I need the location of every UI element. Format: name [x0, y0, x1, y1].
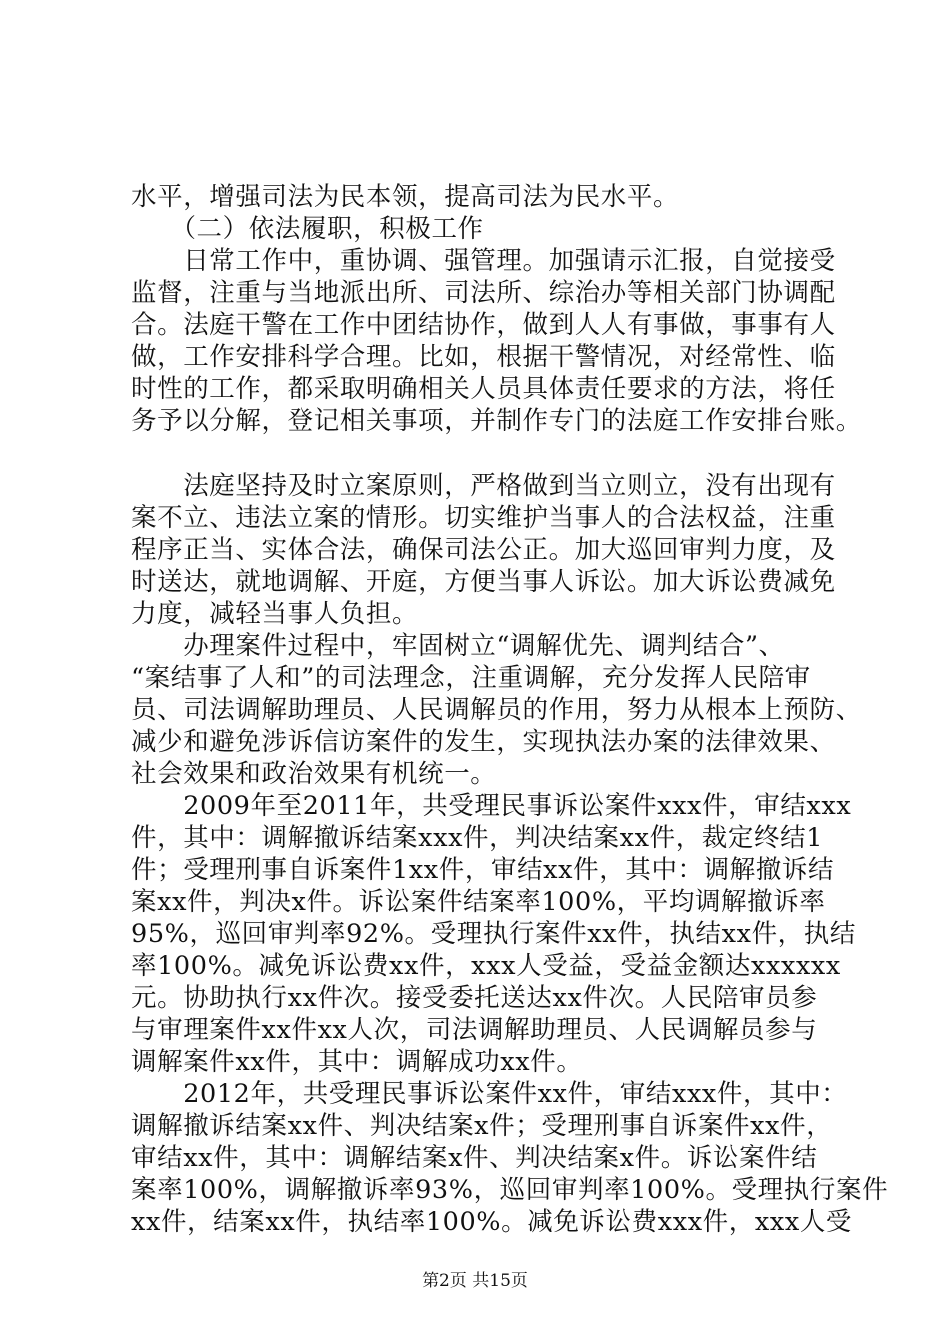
text-line: 监督，注重与当地派出所、司法所、综治办等相关部门协调配	[131, 278, 836, 308]
text-line: 元。协助执行xx件次。接受委托送达xx件次。人民陪审员参	[131, 983, 818, 1013]
text-line: 程序正当、实体合法，确保司法公正。加大巡回审判力度，及	[131, 535, 836, 565]
text-line: 水平，增强司法为民本领，提高司法为民水平。	[131, 182, 680, 212]
text-line: 员、司法调解助理员、人民调解员的作用，努力从根本上预防、	[131, 695, 862, 725]
text-line: 时性的工作，都采取明确相关人员具体责任要求的方法，将任	[131, 374, 836, 404]
text-line: 调解案件xx件，其中：调解成功xx件。	[131, 1047, 583, 1077]
text-line: 时送达，就地调解、开庭，方便当事人诉讼。加大诉讼费减免	[131, 567, 836, 597]
text-line: 率100%。减免诉讼费xx件，xxx人受益，受益金额达xxxxxx	[131, 951, 841, 981]
text-line: “案结事了人和”的司法理念，注重调解，充分发挥人民陪审	[131, 663, 811, 693]
text-line: 务予以分解，登记相关事项，并制作专门的法庭工作安排台账。	[131, 406, 862, 436]
text-line: 件；受理刑事自诉案件1xx件，审结xx件，其中：调解撤诉结	[131, 855, 835, 885]
text-line: 案率100%，调解撤诉率93%，巡回审判率100%。受理执行案件	[131, 1175, 889, 1205]
page-number-footer: 第2页 共15页	[422, 1271, 528, 1291]
text-line: 件，其中：调解撤诉结案xxx件，判决结案xx件，裁定终结1	[131, 823, 824, 853]
text-line: 社会效果和政治效果有机统一。	[131, 759, 497, 789]
text-line: 与审理案件xx件xx人次，司法调解助理员、人民调解员参与	[131, 1015, 818, 1045]
text-line: 案xx件，判决x件。诉讼案件结案率100%，平均调解撤诉率	[131, 887, 826, 917]
text-line: 案不立、违法立案的情形。切实维护当事人的合法权益，注重	[131, 503, 836, 533]
text-line: 日常工作中，重协调、强管理。加强请示汇报，自觉接受	[131, 246, 836, 276]
text-line: 审结xx件，其中：调解结案x件、判决结案x件。诉讼案件结	[131, 1143, 818, 1173]
text-line: 2012年，共受理民事诉讼案件xx件，审结xxx件，其中：	[131, 1079, 848, 1109]
text-line: 法庭坚持及时立案原则，严格做到当立则立，没有出现有	[131, 471, 836, 501]
text-line: 合。法庭干警在工作中团结协作，做到人人有事做，事事有人	[131, 310, 836, 340]
section-heading: （二）依法履职，积极工作	[131, 214, 484, 244]
text-line: xx件，结案xx件，执结率100%。减免诉讼费xxx件，xxx人受	[131, 1207, 853, 1237]
text-line: 95%，巡回审判率92%。受理执行案件xx件，执结xx件，执结	[131, 919, 856, 949]
text-line: 调解撤诉结案xx件、判决结案x件；受理刑事自诉案件xx件，	[131, 1111, 833, 1141]
text-line: 力度，减轻当事人负担。	[131, 599, 419, 629]
text-line: 2009年至2011年，共受理民事诉讼案件xxx件，审结xxx	[131, 791, 852, 821]
text-line: 做，工作安排科学合理。比如，根据干警情况，对经常性、临	[131, 342, 836, 372]
text-line: 办理案件过程中，牢固树立“调解优先、调判结合”、	[131, 631, 785, 661]
text-line: 减少和避免涉诉信访案件的发生，实现执法办案的法律效果、	[131, 727, 836, 757]
